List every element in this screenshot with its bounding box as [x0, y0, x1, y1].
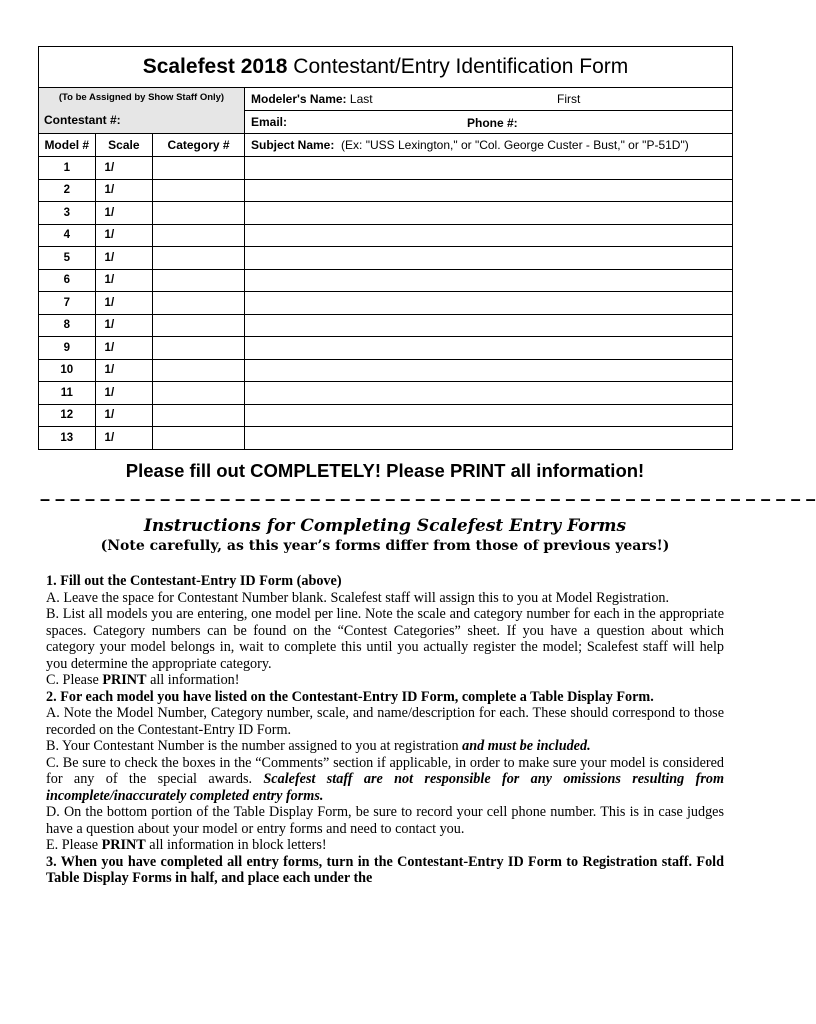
- scale-cell[interactable]: 1/: [95, 179, 153, 202]
- model-number-cell: 1: [39, 157, 96, 180]
- subject-cell[interactable]: [245, 202, 733, 225]
- table-row: [39, 269, 733, 292]
- step-1-b: B. List all models you are entering, one model per line. Note the scale and category number for each in the appropriate spaces. Category numbers can be found on the “Contest Categories” sheet. If you have a question about which category your model belongs in, wait to complete this until you actually register the model; Scalefest staff will help you determine the appropriate category.: [46, 606, 724, 672]
- table-row: [39, 247, 733, 270]
- subject-cell[interactable]: [245, 269, 733, 292]
- modeler-name-field[interactable]: [245, 88, 733, 111]
- scale-cell[interactable]: 1/: [95, 337, 153, 360]
- phone-label: Phone #:: [467, 116, 518, 130]
- cut-line: – – – – – – – – – – – – – – – – – – – – – – – – – – – – – – – – – – – – – – – – – – – – – – – – – – – –: [40, 489, 816, 509]
- table-row: [39, 314, 733, 337]
- subject-cell[interactable]: [245, 157, 733, 180]
- subject-cell[interactable]: [245, 359, 733, 382]
- category-cell[interactable]: [153, 269, 245, 292]
- subject-cell[interactable]: [245, 382, 733, 405]
- scale-cell[interactable]: 1/: [95, 359, 153, 382]
- email-phone-field[interactable]: [245, 111, 733, 134]
- model-number-cell: 8: [39, 314, 96, 337]
- scale-cell[interactable]: 1/: [95, 404, 153, 427]
- step-2-a: A. Note the Model Number, Category number, scale, and name/description for each. These should correspond to those recorded on the Contestant-Entry ID Form.: [46, 705, 724, 738]
- model-number-cell: 6: [39, 269, 96, 292]
- scale-cell[interactable]: 1/: [95, 224, 153, 247]
- step-1-heading: 1. Fill out the Contestant-Entry ID Form (above): [46, 573, 342, 589]
- category-cell[interactable]: [153, 157, 245, 180]
- model-number-header: Model #: [39, 134, 96, 157]
- email-label: Email:: [251, 115, 288, 129]
- scale-cell[interactable]: 1/: [95, 157, 153, 180]
- category-cell[interactable]: [153, 247, 245, 270]
- scale-cell[interactable]: 1/: [95, 382, 153, 405]
- model-number-cell: 11: [39, 382, 96, 405]
- step-2-c: C. Be sure to check the boxes in the “Comments” section if applicable, in order to make sure your model is considered for any of the special awards. Scalefest staff are not responsible for any omissions resulting from incomplete/inaccurately completed entry forms.: [46, 754, 725, 804]
- category-cell[interactable]: [153, 382, 245, 405]
- table-row: [39, 404, 733, 427]
- table-row: [39, 427, 733, 450]
- subject-example: (Ex: "USS Lexington," or "Col. George Custer - Bust," or "P-51D"): [341, 138, 689, 152]
- subject-cell[interactable]: [245, 247, 733, 270]
- step-2-heading: 2. For each model you have listed on the Contestant-Entry ID Form, complete a Table Display Form.: [46, 688, 654, 705]
- category-cell[interactable]: [153, 292, 245, 315]
- fill-out-notice: Please fill out COMPLETELY! Please PRINT all information!: [125, 460, 645, 481]
- instructions-body: [46, 573, 724, 887]
- model-number-cell: 12: [39, 404, 96, 427]
- form-title-bold: Scalefest 2018: [142, 55, 288, 78]
- table-row: [39, 337, 733, 360]
- model-number-cell: 9: [39, 337, 96, 360]
- scale-cell[interactable]: 1/: [95, 202, 153, 225]
- category-cell[interactable]: [153, 224, 245, 247]
- category-cell[interactable]: [153, 427, 245, 450]
- model-number-cell: 13: [39, 427, 96, 450]
- table-row: [39, 382, 733, 405]
- category-cell[interactable]: [153, 314, 245, 337]
- category-cell[interactable]: [153, 202, 245, 225]
- staff-note: (To be Assigned by Show Staff Only): [58, 92, 225, 103]
- instructions-note: (Note carefully, as this year’s forms differ from those of previous years!): [100, 538, 670, 554]
- step-1-a: A. Leave the space for Contestant Number blank. Scalefest staff will assign this to you at Model Registration.: [46, 589, 670, 606]
- first-name-label: First: [557, 92, 581, 106]
- contestant-entry-form: [38, 46, 733, 450]
- scale-header: Scale: [95, 134, 153, 157]
- scale-cell[interactable]: 1/: [95, 314, 153, 337]
- table-row: [39, 224, 733, 247]
- contestant-number-field[interactable]: [39, 88, 245, 134]
- instructions-title: Instructions for Completing Scalefest Entry Forms: [143, 516, 627, 536]
- model-number-cell: 10: [39, 359, 96, 382]
- category-cell[interactable]: [153, 404, 245, 427]
- subject-cell[interactable]: [245, 224, 733, 247]
- table-row: [39, 179, 733, 202]
- model-number-cell: 3: [39, 202, 96, 225]
- scale-cell[interactable]: 1/: [95, 269, 153, 292]
- step-2-b: B. Your Contestant Number is the number assigned to you at registration and must be included.: [46, 738, 591, 754]
- step-3-heading: 3. When you have completed all entry forms, turn in the Contestant-Entry ID Form to Registration staff. Fold Table Display Forms in half, and place each under the: [46, 853, 724, 886]
- subject-cell[interactable]: [245, 337, 733, 360]
- form-title: [39, 47, 733, 88]
- subject-cell[interactable]: [245, 292, 733, 315]
- subject-cell[interactable]: [245, 404, 733, 427]
- modeler-name-label: Modeler's Name:: [251, 92, 347, 106]
- instructions: [46, 516, 724, 887]
- table-header: [39, 134, 733, 157]
- step-2-d: D. On the bottom portion of the Table Display Form, be sure to record your cell phone number. This is in case judges have a question about your model or entry forms and need to contact you.: [46, 804, 724, 837]
- table-row: [39, 292, 733, 315]
- model-number-cell: 5: [39, 247, 96, 270]
- category-header: Category #: [153, 134, 245, 157]
- scale-cell[interactable]: 1/: [95, 247, 153, 270]
- subject-cell[interactable]: [245, 427, 733, 450]
- subject-label: Subject Name:: [251, 138, 335, 152]
- category-cell[interactable]: [153, 179, 245, 202]
- category-cell[interactable]: [153, 337, 245, 360]
- scale-cell[interactable]: 1/: [95, 427, 153, 450]
- model-number-cell: 2: [39, 179, 96, 202]
- model-number-cell: 7: [39, 292, 96, 315]
- step-1-c: C. Please PRINT all information!: [46, 672, 240, 688]
- table-row: [39, 157, 733, 180]
- table-row: [39, 359, 733, 382]
- table-row: [39, 202, 733, 225]
- model-number-cell: 4: [39, 224, 96, 247]
- subject-cell[interactable]: [245, 179, 733, 202]
- form-title-rest: Contestant/Entry Identification Form: [287, 55, 629, 78]
- subject-header: [245, 134, 733, 157]
- step-2-e: E. Please PRINT all information in block letters!: [46, 837, 327, 853]
- scale-cell[interactable]: 1/: [95, 292, 153, 315]
- subject-cell[interactable]: [245, 314, 733, 337]
- category-cell[interactable]: [153, 359, 245, 382]
- contestant-label: Contestant #:: [44, 113, 121, 127]
- last-name-label: Last: [346, 92, 373, 106]
